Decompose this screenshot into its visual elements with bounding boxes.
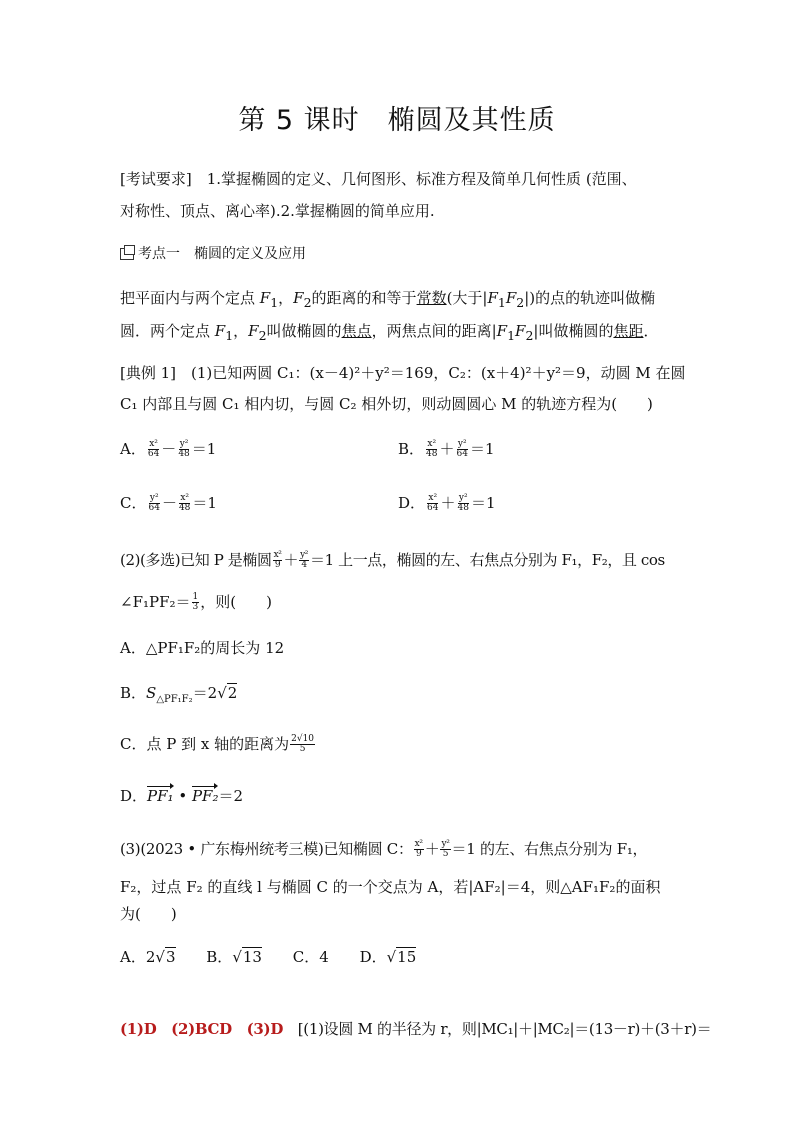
- numerator: y²: [457, 439, 467, 449]
- operator: －: [161, 493, 177, 512]
- option-label: D．: [398, 493, 426, 512]
- example-text: C₁ 内部且与圆 C₁ 相内切，与圆 C₂ 相外切，则动圆圆心 M 的轨迹方程为( ): [120, 395, 653, 413]
- option-text: C．点 P 到 x 轴的距离为: [120, 734, 290, 753]
- option-2d[interactable]: [120, 789, 243, 804]
- denominator: 48: [178, 449, 190, 460]
- section-name: 椭圆的定义及应用: [194, 246, 306, 262]
- fraction: [290, 735, 315, 755]
- definition-line-2: [120, 324, 658, 343]
- example-text: [典例 1] (1)已知两圆 C₁：(x－4)²＋y²＝169，C₂：(x＋4)²＋y²＝9，动圆 M 在圆: [120, 364, 686, 382]
- example-text: 为( ): [120, 905, 177, 923]
- dot-operator: •: [173, 787, 192, 805]
- option-2c[interactable]: [120, 735, 316, 755]
- example-text: ，则( ): [200, 592, 272, 611]
- denominator: 48: [426, 449, 438, 460]
- option-label: A．: [120, 439, 146, 458]
- denominator: 4: [301, 560, 307, 571]
- numerator: y²: [300, 550, 308, 560]
- numerator: y²: [149, 493, 159, 503]
- def-text: ．: [643, 322, 659, 340]
- option-label: B．: [120, 684, 147, 702]
- def-text: ，: [233, 322, 249, 340]
- denominator: 5: [442, 849, 449, 860]
- def-var: F: [505, 289, 517, 307]
- area-symbol: S: [146, 684, 157, 702]
- denominator: 48: [457, 503, 469, 514]
- section-icon: [120, 248, 134, 260]
- option-3d[interactable]: D．√15: [359, 948, 417, 966]
- radicand: 13: [242, 948, 262, 966]
- example-text: ＝1 上一点，椭圆的左、右焦点分别为 F₁，F₂，且 cos: [310, 550, 665, 569]
- answer-3: (3)D: [246, 1020, 284, 1038]
- option-3b[interactable]: B．√13: [206, 948, 262, 966]
- def-text: 圆．两个定点: [120, 322, 215, 340]
- example-text: (3)(2023 • 广东梅州统考三模)已知椭圆 C：: [120, 839, 413, 858]
- example-3-line-2: [120, 880, 660, 895]
- solution-text: [(1)设圆 M 的半径为 r，则|MC₁|＋|MC₂|＝(13－r)＋(3＋r)＝: [297, 1020, 712, 1038]
- def-var: F: [515, 322, 526, 340]
- operator: －: [161, 439, 177, 458]
- numerator: x²: [427, 439, 437, 449]
- def-text: |叫做椭圆的: [533, 322, 614, 340]
- fraction: [178, 494, 191, 514]
- example-3-line-1: [120, 840, 647, 860]
- definition-line-1: [120, 291, 655, 310]
- def-underlined: 常数: [416, 289, 447, 307]
- section-label: 考点一: [138, 246, 180, 262]
- denominator: 64: [456, 449, 468, 460]
- denominator: 48: [178, 503, 191, 514]
- page-title: [0, 98, 794, 137]
- def-sub: 2: [258, 328, 267, 343]
- option-1c[interactable]: [120, 494, 217, 514]
- def-sub: 1: [270, 295, 279, 310]
- numerator: y²: [458, 493, 468, 503]
- option-label: D．: [359, 948, 387, 966]
- option-1a[interactable]: [120, 440, 216, 460]
- operator: ＋: [283, 550, 299, 569]
- def-sub: 1: [507, 328, 516, 343]
- def-var: F: [293, 289, 304, 307]
- requirement-text-2: 对称性、顶点、离心率).2.掌握椭圆的简单应用.: [120, 202, 435, 220]
- fraction: [192, 593, 200, 613]
- radicand: 3: [165, 948, 176, 966]
- def-text: ，: [278, 289, 294, 307]
- fraction: [147, 440, 160, 460]
- fraction: [414, 840, 424, 860]
- numerator: 1: [192, 592, 199, 602]
- numerator: x²: [180, 493, 190, 503]
- example-3-options: [120, 950, 416, 965]
- fraction: [426, 494, 439, 514]
- def-text: 叫做椭圆的: [266, 322, 342, 340]
- example-3-line-3: [120, 907, 177, 922]
- vector-pf2: PF₂: [191, 787, 219, 805]
- def-sub: 2: [525, 328, 534, 343]
- lesson-number: 第 5 课时: [238, 105, 360, 136]
- fraction: [456, 440, 469, 460]
- def-text: 的距离的和等于: [311, 289, 417, 307]
- equals: ＝1: [191, 439, 217, 458]
- answer-1: (1)D: [120, 1020, 157, 1038]
- option-text: C．4: [292, 948, 329, 966]
- option-label: D．: [120, 787, 148, 805]
- def-underlined: 焦点: [341, 322, 372, 340]
- def-var: F: [496, 322, 508, 340]
- option-1b[interactable]: [398, 440, 495, 460]
- def-sub: 1: [225, 328, 234, 343]
- example-1-line-1: [120, 366, 686, 381]
- def-sub: 2: [303, 295, 312, 310]
- exam-requirement-line-2: [120, 204, 435, 219]
- equals: ＝2: [218, 787, 243, 805]
- area-subscript: △PF₁F₂: [156, 694, 193, 705]
- denominator: 9: [274, 560, 281, 571]
- operator: ＋: [439, 439, 455, 458]
- equals: ＝1: [470, 493, 496, 512]
- def-var: F: [248, 322, 259, 340]
- answer-line: [120, 1022, 711, 1037]
- fraction: [425, 440, 438, 460]
- def-text: |)的点的轨迹叫做椭: [524, 289, 656, 307]
- option-1d[interactable]: [398, 494, 496, 514]
- option-label: C．: [120, 493, 147, 512]
- def-text: 把平面内与两个定点: [120, 289, 260, 307]
- requirement-text-1: 1.掌握椭圆的定义、几何图形、标准方程及简单几何性质 (范围、: [206, 170, 637, 188]
- example-text: ∠F₁PF₂＝: [120, 592, 191, 611]
- example-text: (2)(多选)已知 P 是椭圆: [120, 550, 272, 569]
- numerator: x²: [414, 839, 423, 849]
- equals: ＝1: [192, 493, 217, 512]
- numerator: x²: [273, 550, 282, 560]
- option-3c[interactable]: [293, 948, 329, 966]
- example-2-line-2: [120, 593, 272, 613]
- denominator: 5: [299, 744, 306, 755]
- example-1-line-2: [120, 397, 653, 412]
- fraction: [177, 440, 190, 460]
- equals: ＝2: [192, 684, 218, 702]
- equals: ＝1: [469, 439, 495, 458]
- option-label: B．: [398, 439, 425, 458]
- section-heading: [120, 247, 306, 261]
- def-text: ，两焦点间的距离|: [371, 322, 497, 340]
- example-text: F₂，过点 F₂ 的直线 l 与椭圆 C 的一个交点为 A，若|AF₂|＝4，则△AF₁F₂的面积: [120, 878, 661, 896]
- option-2a[interactable]: [120, 641, 284, 656]
- example-2-line-1: [120, 551, 665, 571]
- fraction: [457, 494, 470, 514]
- option-label: B．: [206, 948, 233, 966]
- vector-pf1: PF₁: [147, 787, 174, 805]
- radicand: 15: [397, 948, 417, 966]
- fraction: [440, 840, 450, 860]
- operator: ＋: [440, 493, 456, 512]
- numerator: y²: [179, 439, 189, 449]
- def-underlined: 焦距: [613, 322, 644, 340]
- operator: ＋: [424, 839, 440, 858]
- option-2b[interactable]: B．$S_{\triangle PF_1F_2}=2√2$: [120, 684, 238, 705]
- denominator: 64: [148, 503, 160, 514]
- denominator: 64: [427, 503, 439, 514]
- fraction: [299, 551, 309, 571]
- numerator: x²: [149, 439, 158, 449]
- def-text: (大于|: [446, 289, 488, 307]
- option-3a[interactable]: A．2√3: [120, 948, 176, 966]
- lesson-name: 椭圆及其性质: [387, 105, 556, 136]
- radicand: 2: [227, 684, 238, 702]
- fraction: [273, 551, 283, 571]
- def-sub: 2: [516, 295, 525, 310]
- numerator: y²: [441, 839, 450, 849]
- exam-requirement-line-1: [120, 172, 637, 187]
- def-var: F: [259, 289, 271, 307]
- numerator: 2√10: [291, 734, 315, 744]
- denominator: 3: [192, 602, 199, 613]
- def-sub: 1: [497, 295, 506, 310]
- fraction: [147, 494, 160, 514]
- def-var: F: [487, 289, 498, 307]
- answer-2: (2)BCD: [171, 1020, 232, 1038]
- requirement-tag: [考试要求]: [120, 170, 192, 188]
- def-var: F: [214, 322, 226, 340]
- example-text: ＝1 的左、右焦点分别为 F₁，: [451, 839, 648, 858]
- option-text: A．△PF₁F₂的周长为 12: [120, 639, 285, 657]
- denominator: 9: [415, 849, 422, 860]
- option-label: A．2: [120, 948, 156, 966]
- numerator: x²: [428, 493, 438, 503]
- denominator: 64: [147, 449, 160, 460]
